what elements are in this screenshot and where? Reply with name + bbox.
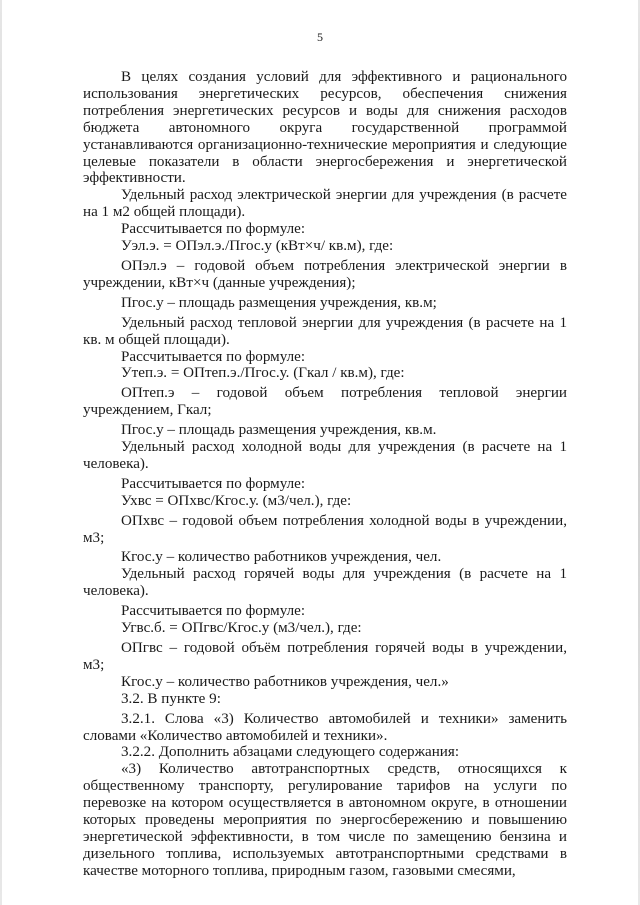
section-heading: 3.2. В пункте 9: (121, 690, 221, 707)
paragraph: Кгос.у – количество работников учреждения, чел.» (121, 673, 449, 690)
formula-line: Угвс.б. = ОПгвс/Кгос.у (м3/чел.), где: (121, 620, 362, 637)
paragraph: Пгос.у – площадь размещения учреждения, кв.м; (121, 294, 437, 311)
document-body (83, 69, 567, 880)
formula-line: Ухвс = ОПхвс/Кгос.у. (м3/чел.), где: (121, 492, 352, 509)
paragraph: Рассчитывается по формуле: (121, 475, 306, 492)
paragraph: В целях создания условий для эффективного и рационального использования энергетических ресурсов, обеспечения снижения потребления энергетических ресурсов и воды для снижения расходов бюджета автономного округа государственной программой устанавливаются организационно-технические мероприятия и следующие целевые показатели в области энергосбережения и энергетической эффективности. (83, 69, 567, 187)
paragraph: Пгос.у – площадь размещения учреждения, кв.м. (121, 422, 437, 439)
paragraph: ОПэл.э – годовой объем потребления электрической энергии в учреждении, кВт×ч (данные учреждения); (83, 257, 567, 291)
paragraph: ОПгвс – годовой объём потребления горячей воды в учреждении, м3; (83, 640, 567, 673)
page-number: 5 (317, 30, 323, 44)
paragraph: Кгос.у – количество работников учреждения, чел. (121, 549, 442, 566)
paragraph: Удельный расход холодной воды для учреждения (в расчете на 1 человека). (83, 439, 567, 472)
paragraph: ОПхвс – годовой объем потребления холодной воды в учреждении, м3; (83, 512, 567, 546)
paragraph: 3.2.2. Дополнить абзацами следующего содержания: (121, 744, 460, 761)
paragraph: «3) Количество автотранспортных средств, относящихся к общественному транспорту, регулирование тарифов на услуги по перевозке на котором осуществляется в автономном округе, в отношении которых проведены мероприятия по энергосбережению и повышению энергетической эффективности, в том числе по замещению бензина и дизельного топлива, используемых автотранспортными средствами в качестве моторного топлива, природным газом, газовыми смесями, (83, 761, 567, 879)
paragraph: Рассчитывается по формуле: (121, 221, 306, 238)
paragraph: Удельный расход горячей воды для учреждения (в расчете на 1 человека). (83, 566, 567, 600)
paragraph: Рассчитывается по формуле: (121, 348, 306, 365)
paragraph: 3.2.1. Слова «3) Количество автомобилей и техники» заменить словами «Количество автомобилей и техники». (83, 710, 567, 744)
paragraph: Рассчитывается по формуле: (121, 603, 306, 620)
scan-edge-left (0, 0, 2, 905)
paragraph: Удельный расход тепловой энергии для учреждения (в расчете на 1 кв. м общей площади). (83, 314, 567, 348)
paragraph: ОПтеп.э – годовой объем потребления тепловой энергии учреждением, Гкал; (83, 385, 567, 419)
formula-line: Уэл.э. = ОПэл.э./Пгос.у (кВт×ч/ кв.м), где: (121, 238, 394, 255)
formula-line: Утеп.э. = ОПтеп.э./Пгос.у. (Гкал / кв.м), где: (121, 365, 405, 382)
paragraph: Удельный расход электрической энергии для учреждения (в расчете на 1 м2 общей площади). (83, 187, 567, 221)
